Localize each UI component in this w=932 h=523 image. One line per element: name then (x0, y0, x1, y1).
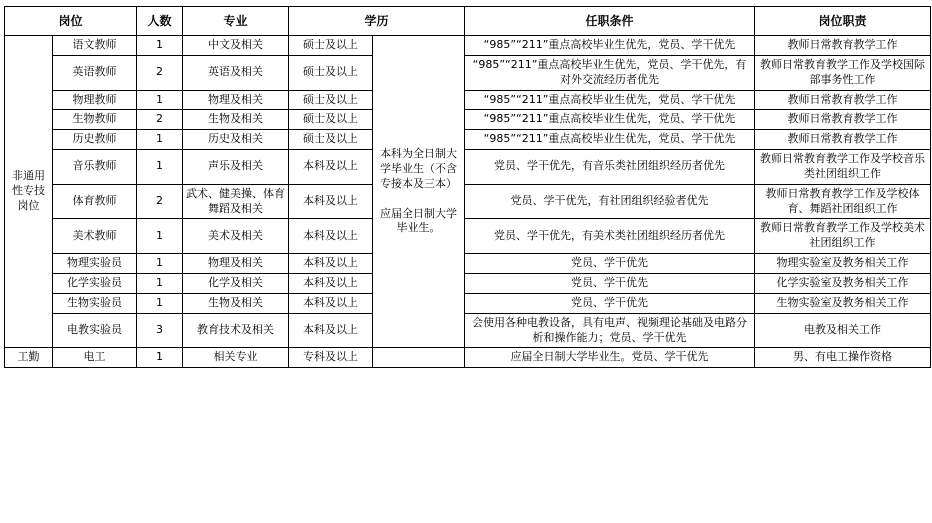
cell-duties: 男、有电工操作资格 (755, 348, 931, 368)
cell-education: 本科及以上 (289, 150, 373, 185)
cell-conditions: 应届全日制大学毕业生。党员、学干优先 (465, 348, 755, 368)
cell-duties: 教师日常教育教学工作 (755, 110, 931, 130)
cell-post: 英语教师 (53, 55, 137, 90)
cell-major: 教育技术及相关 (183, 313, 289, 348)
cell-degree-note (373, 348, 465, 368)
cell-major: 英语及相关 (183, 55, 289, 90)
cell-post: 生物教师 (53, 110, 137, 130)
table-body (5, 36, 931, 368)
cell-count: 1 (137, 273, 183, 293)
table-row (5, 293, 931, 313)
table-header (5, 7, 931, 36)
cell-major: 生物及相关 (183, 110, 289, 130)
cell-duties: 生物实验室及教务相关工作 (755, 293, 931, 313)
cell-conditions: 党员、学干优先 (465, 254, 755, 274)
cell-count: 1 (137, 348, 183, 368)
cell-post: 物理教师 (53, 90, 137, 110)
cell-major: 声乐及相关 (183, 150, 289, 185)
cell-conditions: 党员、学干优先，有美术类社团组织经历者优先 (465, 219, 755, 254)
cell-duties: 化学实验室及教务相关工作 (755, 273, 931, 293)
table-row (5, 254, 931, 274)
cell-post: 历史教师 (53, 130, 137, 150)
cell-major: 中文及相关 (183, 36, 289, 56)
cell-education: 本科及以上 (289, 313, 373, 348)
cell-count: 1 (137, 293, 183, 313)
cell-post: 电工 (53, 348, 137, 368)
job-table (4, 6, 931, 368)
cell-count: 1 (137, 254, 183, 274)
cell-education: 本科及以上 (289, 184, 373, 219)
cell-education: 本科及以上 (289, 273, 373, 293)
table-row (5, 219, 931, 254)
table-row (5, 55, 931, 90)
cell-major: 武术、健美操、体育舞蹈及相关 (183, 184, 289, 219)
cell-conditions: “985”“211”重点高校毕业生优先，党员、学干优先，有对外交流经历者优先 (465, 55, 755, 90)
cell-count: 1 (137, 130, 183, 150)
cell-duties: 教师日常教育教学工作 (755, 36, 931, 56)
cell-education: 硕士及以上 (289, 130, 373, 150)
cell-education: 本科及以上 (289, 219, 373, 254)
table-row (5, 348, 931, 368)
cell-degree-note: 本科为全日制大学毕业生（不含专接本及三本） 应届全日制大学毕业生。 (373, 36, 465, 348)
cell-duties: 教师日常教育教学工作及学校体育、舞蹈社团组织工作 (755, 184, 931, 219)
cell-education: 硕士及以上 (289, 90, 373, 110)
cell-major: 化学及相关 (183, 273, 289, 293)
table-row (5, 130, 931, 150)
cell-major: 生物及相关 (183, 293, 289, 313)
column-header-education: 学历 (289, 7, 465, 36)
cell-post: 生物实验员 (53, 293, 137, 313)
cell-conditions: “985”“211”重点高校毕业生优先，党员、学干优先 (465, 130, 755, 150)
table-row (5, 184, 931, 219)
cell-count: 2 (137, 184, 183, 219)
table-row (5, 90, 931, 110)
cell-major: 物理及相关 (183, 90, 289, 110)
table-row (5, 110, 931, 130)
cell-post: 电教实验员 (53, 313, 137, 348)
cell-post: 物理实验员 (53, 254, 137, 274)
column-header-post: 岗位 (5, 7, 137, 36)
cell-conditions: “985”“211”重点高校毕业生优先，党员、学干优先 (465, 110, 755, 130)
cell-post: 体育教师 (53, 184, 137, 219)
cell-major: 历史及相关 (183, 130, 289, 150)
cell-count: 3 (137, 313, 183, 348)
cell-post: 美术教师 (53, 219, 137, 254)
cell-conditions: 党员、学干优先 (465, 293, 755, 313)
cell-post: 音乐教师 (53, 150, 137, 185)
group-label: 非通用性专技岗位 (5, 36, 53, 348)
cell-post: 语文教师 (53, 36, 137, 56)
cell-duties: 教师日常教育教学工作 (755, 130, 931, 150)
table-header-row (5, 7, 931, 36)
cell-duties: 电教及相关工作 (755, 313, 931, 348)
table-row (5, 313, 931, 348)
column-header-count: 人数 (137, 7, 183, 36)
cell-conditions: 会使用各种电教设备，具有电声、视频理论基础及电路分析和操作能力；党员、学干优先 (465, 313, 755, 348)
column-header-duties: 岗位职责 (755, 7, 931, 36)
cell-major: 美术及相关 (183, 219, 289, 254)
cell-education: 本科及以上 (289, 293, 373, 313)
cell-conditions: “985”“211”重点高校毕业生优先，党员、学干优先 (465, 36, 755, 56)
cell-education: 硕士及以上 (289, 36, 373, 56)
cell-conditions: 党员、学干优先，有社团组织经验者优先 (465, 184, 755, 219)
cell-count: 1 (137, 150, 183, 185)
cell-education: 专科及以上 (289, 348, 373, 368)
cell-count: 2 (137, 55, 183, 90)
cell-count: 2 (137, 110, 183, 130)
cell-count: 1 (137, 36, 183, 56)
cell-duties: 教师日常教育教学工作 (755, 90, 931, 110)
table-row (5, 150, 931, 185)
cell-education: 本科及以上 (289, 254, 373, 274)
cell-duties: 物理实验室及教务相关工作 (755, 254, 931, 274)
table-row (5, 273, 931, 293)
cell-duties: 教师日常教育教学工作及学校音乐类社团组织工作 (755, 150, 931, 185)
cell-education: 硕士及以上 (289, 110, 373, 130)
cell-post: 化学实验员 (53, 273, 137, 293)
cell-count: 1 (137, 219, 183, 254)
cell-conditions: 党员、学干优先，有音乐类社团组织经历者优先 (465, 150, 755, 185)
cell-education: 硕士及以上 (289, 55, 373, 90)
group-label: 工勤 (5, 348, 53, 368)
column-header-major: 专业 (183, 7, 289, 36)
cell-conditions: “985”“211”重点高校毕业生优先，党员、学干优先 (465, 90, 755, 110)
cell-count: 1 (137, 90, 183, 110)
cell-major: 物理及相关 (183, 254, 289, 274)
cell-duties: 教师日常教育教学工作及学校国际部事务性工作 (755, 55, 931, 90)
table-row (5, 36, 931, 56)
column-header-conditions: 任职条件 (465, 7, 755, 36)
cell-major: 相关专业 (183, 348, 289, 368)
cell-conditions: 党员、学干优先 (465, 273, 755, 293)
cell-duties: 教师日常教育教学工作及学校美术社团组织工作 (755, 219, 931, 254)
